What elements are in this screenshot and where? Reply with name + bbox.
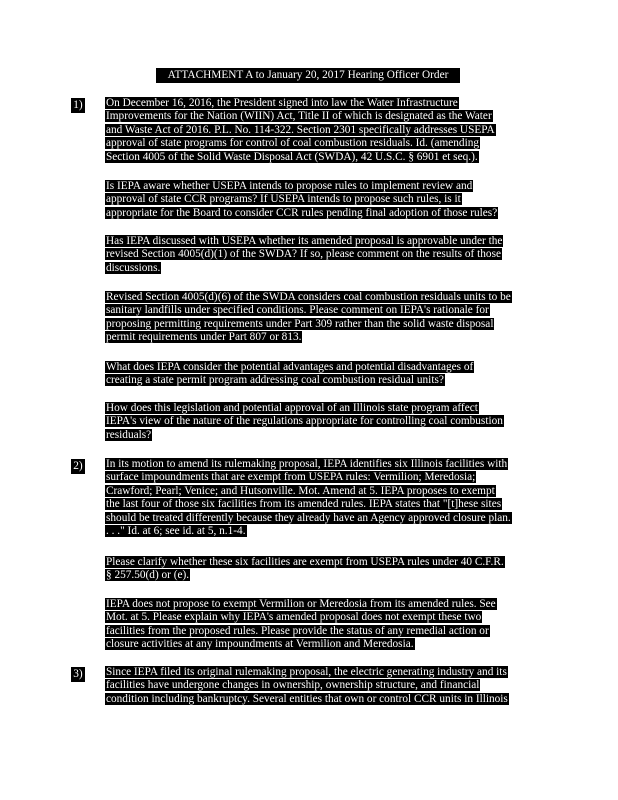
item-number: 1) xyxy=(71,98,85,113)
text-line: Crawford; Pearl; Venice; and Hutsonville. Mot. Amend at 5. IEPA proposes to exempt xyxy=(106,484,495,497)
paragraph xyxy=(105,361,474,388)
paragraph xyxy=(105,291,512,345)
item-number: 3) xyxy=(71,667,85,682)
paragraph xyxy=(105,598,497,652)
text-line: should be treated differently because they already have an Agency approved closure plan. xyxy=(106,511,511,524)
text-line: Since IEPA filed its original rulemaking proposal, the electric generating industry and its xyxy=(106,666,507,678)
text-line: In its motion to amend its rulemaking proposal, IEPA identifies six Illinois facilities with xyxy=(106,458,508,470)
text-line: creating a state permit program addressing coal combustion residual units? xyxy=(106,374,444,387)
text-line: § 257.50(d) or (e). xyxy=(106,569,190,582)
page-title: ATTACHMENT A to January 20, 2017 Hearing Officer Order xyxy=(156,68,460,83)
text-line: Mot. at 5. Please explain why IEPA's amended proposal does not exempt these two xyxy=(106,611,482,624)
text-line: sanitary landfills under specified conditions. Please comment on IEPA's rationale for xyxy=(106,304,489,317)
text-line: What does IEPA consider the potential advantages and potential disadvantages of xyxy=(106,361,474,373)
text-line: approval of state programs for control of coal combustion residuals. Id. (amending xyxy=(106,137,480,150)
text-line: Section 4005 of the Solid Waste Disposal Act (SWDA), 42 U.S.C. § 6901 et seq.). xyxy=(106,150,478,163)
paragraph xyxy=(105,556,505,583)
text-line: condition including bankruptcy. Several entities that own or control CCR units in Illinois xyxy=(106,692,508,705)
paragraph xyxy=(105,666,509,706)
text-line: IEPA does not propose to exempt Vermilion or Meredosia from its amended rules. See xyxy=(106,598,496,610)
text-line: facilities have undergone changes in ownership, ownership structure, and financial xyxy=(106,679,480,692)
text-line: How does this legislation and potential approval of an Illinois state program affect xyxy=(106,402,478,414)
text-line: IEPA's view of the nature of the regulations appropriate for controlling coal combustion xyxy=(106,415,503,428)
text-line: revised Section 4005(d)(1) of the SWDA? If so, please comment on the results of those xyxy=(106,248,501,261)
text-line: Improvements for the Nation (WIIN) Act, Title II of which is designated as the Water xyxy=(106,110,492,123)
paragraph xyxy=(105,458,512,538)
item-number: 2) xyxy=(71,459,85,474)
text-line: and Waste Act of 2016. P.L. No. 114-322. Section 2301 specifically addresses USEPA xyxy=(106,123,495,136)
text-line: residuals? xyxy=(106,428,152,441)
text-line: permit requirements under Part 807 or 813. xyxy=(106,331,302,344)
text-line: Is IEPA aware whether USEPA intends to propose rules to implement review and xyxy=(106,180,473,192)
text-line: proposing permitting requirements under Part 309 rather than the solid waste disposal xyxy=(106,317,494,330)
paragraph xyxy=(105,235,503,275)
paragraph xyxy=(105,180,498,220)
text-line: appropriate for the Board to consider CCR rules pending final adoption of those rules? xyxy=(106,206,498,219)
text-line: Revised Section 4005(d)(6) of the SWDA considers coal combustion residuals units to be xyxy=(106,291,511,303)
text-line: On December 16, 2016, the President signed into law the Water Infrastructure xyxy=(106,97,458,109)
text-line: closure activities at any impoundments at Vermilion and Meredosia. xyxy=(106,638,414,651)
text-line: discussions. xyxy=(106,261,161,274)
paragraph xyxy=(105,402,504,442)
paragraph xyxy=(105,97,496,164)
text-line: Has IEPA discussed with USEPA whether its amended proposal is approvable under the xyxy=(106,235,503,247)
text-line: approval of state CCR programs? If USEPA intends to propose such rules, is it xyxy=(106,193,461,206)
text-line: . . ." Id. at 6; see id. at 5, n.1-4. xyxy=(106,524,246,537)
text-line: surface impoundments that are exempt from USEPA rules: Vermilion; Meredosia; xyxy=(106,471,476,484)
text-line: facilities from the proposed rules. Please provide the status of any remedial action or xyxy=(106,624,489,637)
text-line: the last four of those six facilities from its amended rules. IEPA states that "[t]hese sites xyxy=(106,498,502,511)
text-line: Please clarify whether these six facilities are exempt from USEPA rules under 40 C.F.R. xyxy=(106,556,504,568)
